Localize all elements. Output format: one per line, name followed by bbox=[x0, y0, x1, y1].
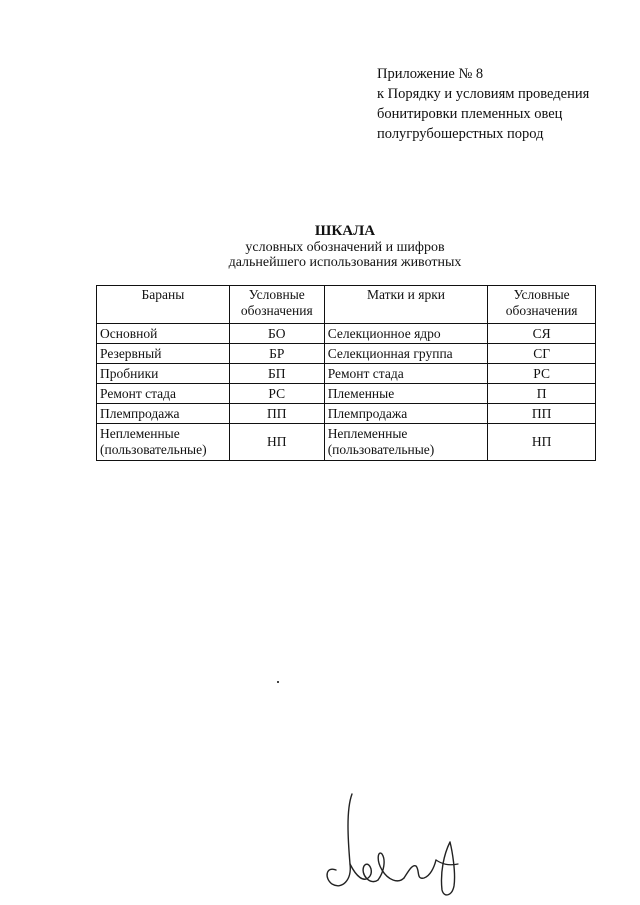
title-subtitle-1: условных обозначений и шифров bbox=[245, 240, 445, 255]
table-header-row bbox=[97, 286, 596, 324]
header-rams-codes: Условные обозначения bbox=[229, 286, 324, 324]
ewe-code: НП bbox=[488, 424, 596, 461]
title-main: ШКАЛА bbox=[314, 223, 376, 239]
header-rams: Бараны bbox=[97, 286, 230, 324]
codes-table bbox=[96, 285, 596, 461]
appendix-header bbox=[377, 64, 622, 144]
table-row bbox=[97, 424, 596, 461]
ewe-code: ПП bbox=[488, 404, 596, 424]
table-row bbox=[97, 364, 596, 384]
ewe-category: Неплеменные (пользовательные) bbox=[324, 424, 488, 461]
ewe-code: П bbox=[488, 384, 596, 404]
document-title bbox=[160, 222, 530, 270]
ewe-category: Селекционная группа bbox=[324, 344, 488, 364]
header-ewes: Матки и ярки bbox=[324, 286, 488, 324]
ram-category: Пробники bbox=[97, 364, 230, 384]
table-row bbox=[97, 404, 596, 424]
ewe-code: СГ bbox=[488, 344, 596, 364]
appendix-ref-line-3: полугрубошерстных пород bbox=[377, 126, 544, 142]
ram-category: Резервный bbox=[97, 344, 230, 364]
ewe-category: Ремонт стада bbox=[324, 364, 488, 384]
signature-icon bbox=[312, 780, 472, 900]
table-row bbox=[97, 384, 596, 404]
ram-code: БП bbox=[229, 364, 324, 384]
ewe-category: Селекционное ядро bbox=[324, 324, 488, 344]
ram-code: БР bbox=[229, 344, 324, 364]
ram-code: БО bbox=[229, 324, 324, 344]
table-row bbox=[97, 344, 596, 364]
ram-category: Ремонт стада bbox=[97, 384, 230, 404]
title-subtitle-2: дальнейшего использования животных bbox=[228, 255, 462, 270]
ram-category: Основной bbox=[97, 324, 230, 344]
appendix-number: Приложение № 8 bbox=[377, 66, 484, 82]
ram-code: РС bbox=[229, 384, 324, 404]
scan-speck bbox=[277, 681, 279, 683]
ewe-category: Племпродажа bbox=[324, 404, 488, 424]
ram-category: Племпродажа bbox=[97, 404, 230, 424]
header-ewes-codes: Условные обозначения bbox=[488, 286, 596, 324]
ram-code: ПП bbox=[229, 404, 324, 424]
ram-category: Неплеменные (пользовательные) bbox=[97, 424, 230, 461]
appendix-ref-line-2: бонитировки племенных овец bbox=[377, 106, 563, 122]
ewe-category: Племенные bbox=[324, 384, 488, 404]
ewe-code: РС bbox=[488, 364, 596, 384]
ram-code: НП bbox=[229, 424, 324, 461]
ewe-code: СЯ bbox=[488, 324, 596, 344]
table-row bbox=[97, 324, 596, 344]
appendix-ref-line-1: к Порядку и условиям проведения bbox=[377, 86, 590, 102]
